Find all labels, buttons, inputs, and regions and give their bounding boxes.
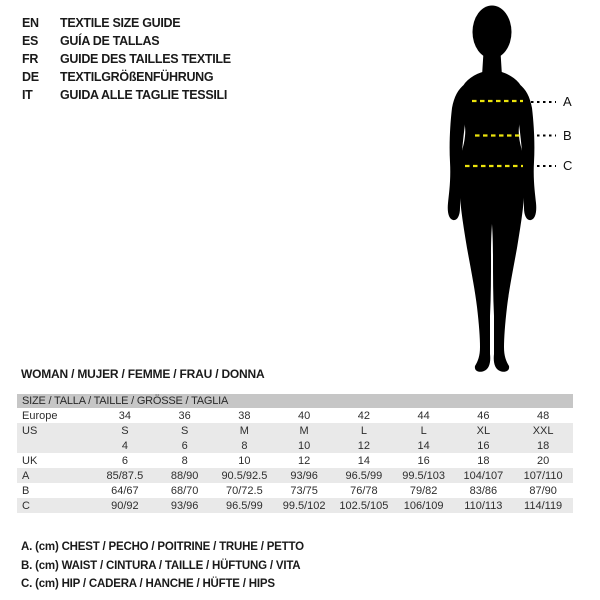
row-label: US (17, 423, 95, 438)
cell: 12 (298, 454, 311, 467)
table-row-uk (17, 453, 573, 468)
cell: 96.5/99 (334, 468, 394, 483)
guide-title: TEXTILGRÖßENFÜHRUNG (60, 70, 214, 84)
guide-title: GUIDE DES TAILLES TEXTILE (60, 52, 231, 66)
cell: 90.5/92.5 (215, 468, 275, 483)
cell: 76/78 (350, 484, 378, 497)
cell: 12 (334, 438, 394, 453)
cell: 6 (155, 438, 215, 453)
cell: 48 (537, 409, 550, 422)
cell: 83/86 (469, 484, 498, 497)
row-label: Europe (22, 409, 58, 422)
cell: 14 (394, 438, 454, 453)
language-row-de (22, 68, 231, 86)
table-row-hip (17, 498, 573, 513)
cell: S (155, 423, 215, 438)
woman-silhouette-icon (415, 0, 585, 382)
cell: 79/82 (409, 484, 438, 497)
cell: XL (454, 423, 514, 438)
cell: 106/109 (394, 498, 454, 513)
cell: 93/96 (155, 498, 215, 513)
cell: 99.5/102 (274, 498, 334, 513)
cell: 20 (537, 454, 550, 467)
table-row-us-numeric (17, 438, 573, 453)
row-label: B (22, 484, 30, 497)
row-label: A (17, 468, 95, 483)
legend-line-chest: A. (cm) CHEST / PECHO / POITRINE / TRUHE / PETTO (21, 541, 304, 553)
cell: 114/119 (513, 498, 573, 513)
table-row-europe (17, 408, 573, 423)
guide-title: GUIDA ALLE TAGLIE TESSILI (60, 88, 228, 102)
row-label (17, 438, 95, 453)
cell: 90/92 (95, 498, 155, 513)
cell: 85/87.5 (95, 468, 155, 483)
language-row-fr (22, 50, 231, 68)
language-code: IT (22, 88, 33, 102)
cell: 8 (181, 454, 188, 467)
cell: 18 (477, 454, 490, 467)
cell: 34 (118, 409, 131, 422)
language-list (22, 14, 231, 104)
cell: 4 (95, 438, 155, 453)
table-row-us (17, 423, 573, 438)
table-header-row (17, 394, 573, 408)
language-row-es (22, 32, 231, 50)
cell: 64/67 (111, 484, 139, 497)
cell: 10 (238, 454, 251, 467)
cell: 36 (178, 409, 191, 422)
cell: 44 (417, 409, 430, 422)
cell: 107/110 (513, 468, 573, 483)
cell: 40 (298, 409, 311, 422)
cell: 6 (121, 454, 128, 467)
row-label: C (17, 498, 95, 513)
table-row-chest (17, 468, 573, 483)
row-label: UK (22, 454, 38, 467)
cell: M (215, 423, 275, 438)
cell: 14 (357, 454, 370, 467)
cell: 18 (513, 438, 573, 453)
size-table-header: SIZE / TALLA / TAILLE / GRÖSSE / TAGLIA (17, 394, 573, 408)
cell: 96.5/99 (215, 498, 275, 513)
cell: 102.5/105 (334, 498, 394, 513)
measurement-figure (415, 0, 600, 382)
size-table (17, 394, 573, 513)
marker-label-c: C (563, 158, 573, 173)
language-row-it (22, 86, 231, 104)
table-row-waist (17, 483, 573, 498)
guide-title: TEXTILE SIZE GUIDE (60, 16, 181, 30)
cell: L (394, 423, 454, 438)
cell: M (274, 423, 334, 438)
cell: 8 (215, 438, 275, 453)
cell: XXL (513, 423, 573, 438)
guide-title: GUÍA DE TALLAS (60, 34, 160, 48)
cell: S (95, 423, 155, 438)
language-code: DE (22, 70, 39, 84)
legend-line-waist: B. (cm) WAIST / CINTURA / TAILLE / HÜFTUNG / VITA (21, 559, 301, 572)
legend-line-hip: C. (cm) HIP / CADERA / HANCHE / HÜFTE / HIPS (21, 578, 275, 590)
cell: 10 (274, 438, 334, 453)
cell: 46 (477, 409, 490, 422)
cell: 16 (454, 438, 514, 453)
section-title: WOMAN / MUJER / FEMME / FRAU / DONNA (21, 367, 265, 381)
cell: 88/90 (155, 468, 215, 483)
cell: 16 (417, 454, 430, 467)
cell: 38 (238, 409, 251, 422)
marker-label-b: B (563, 128, 572, 143)
cell: 68/70 (170, 484, 199, 497)
cell: 93/96 (274, 468, 334, 483)
cell: 42 (357, 409, 370, 422)
language-code: FR (22, 52, 39, 66)
measurement-legend (21, 538, 304, 594)
cell: 99.5/103 (394, 468, 454, 483)
language-code: ES (22, 34, 39, 48)
marker-label-a: A (563, 94, 572, 109)
language-code: EN (22, 16, 39, 30)
cell: L (334, 423, 394, 438)
language-row-en (22, 14, 231, 32)
cell: 73/75 (290, 484, 318, 497)
cell: 70/72.5 (226, 484, 263, 497)
cell: 110/113 (454, 498, 514, 513)
cell: 104/107 (454, 468, 514, 483)
cell: 87/90 (529, 484, 557, 497)
